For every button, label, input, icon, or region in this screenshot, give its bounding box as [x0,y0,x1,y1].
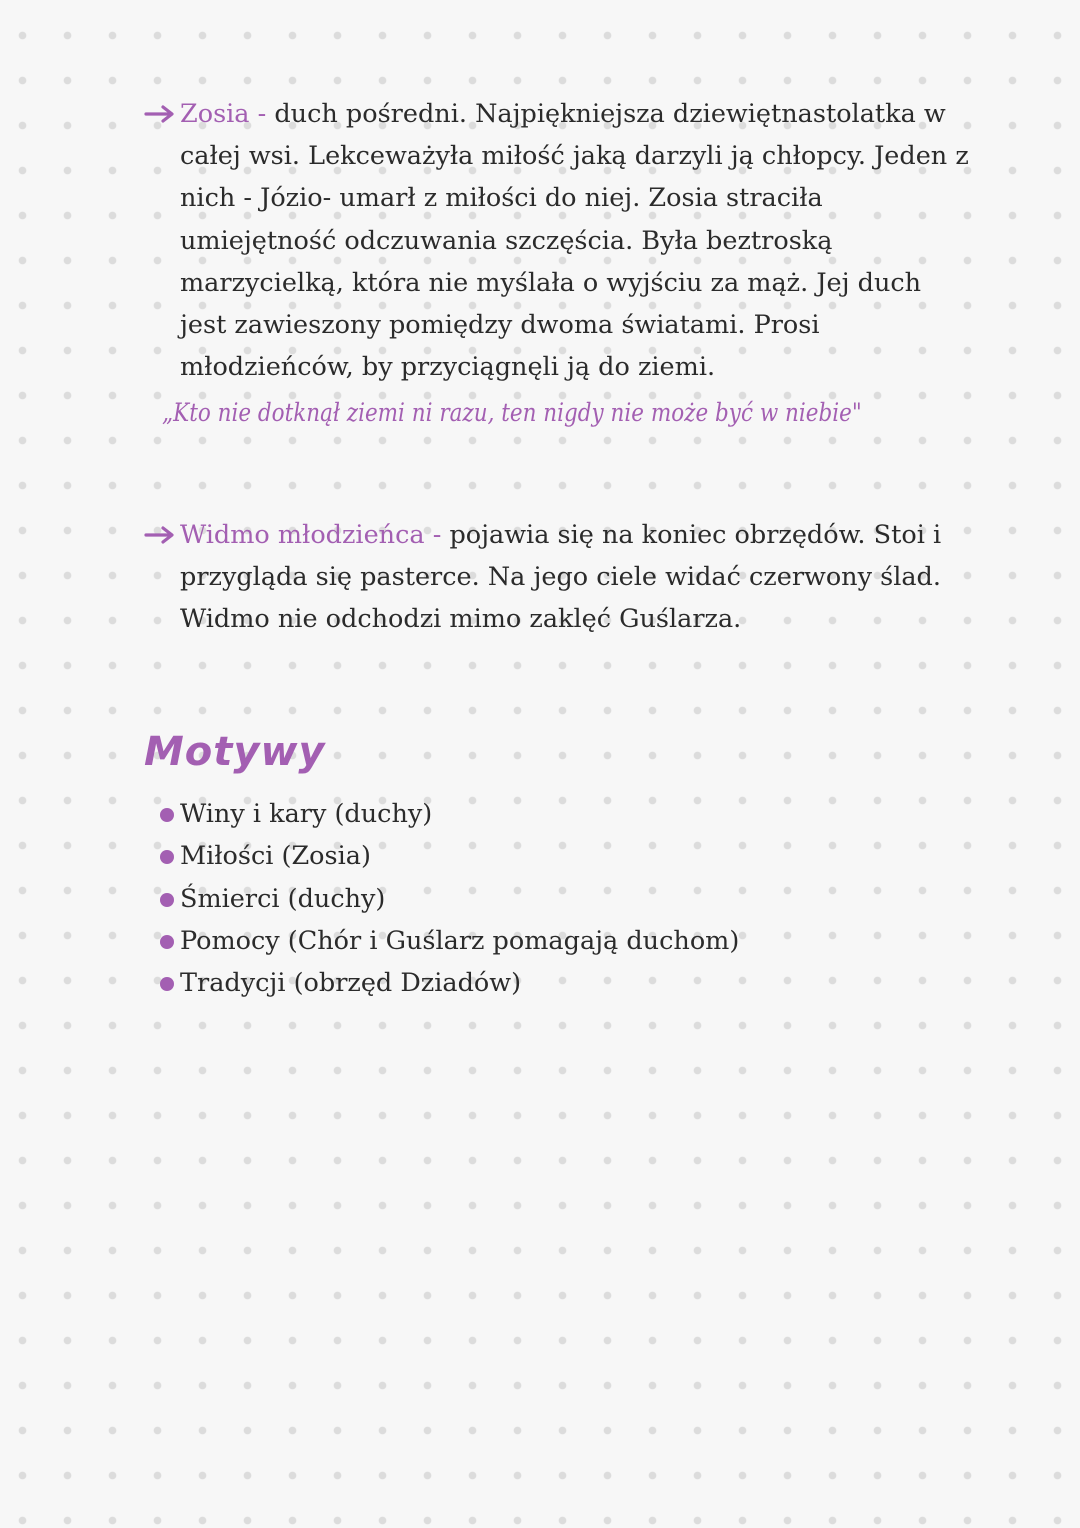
bullet-dot-icon [160,850,174,864]
list-item [158,878,739,920]
entry-name: Zosia - [180,99,267,129]
list-item [158,835,739,877]
arrow-right-icon [144,526,176,544]
list-item-label: Śmierci (duchy) [180,883,386,914]
entry-description: pojawia się na koniec obrzędów. Stoi i przygląda się pasterce. Na jego ciele widać czerwony ślad. Widmo nie odchodzi mimo zaklęć Guślarza. [180,520,942,635]
entry-zosia [144,93,974,388]
arrow-right-icon [144,105,176,123]
entry-paragraph [144,514,974,641]
entry-paragraph [144,93,974,388]
list-item-label: Tradycji (obrzęd Dziadów) [180,968,522,999]
quote: „Kto nie dotknął ziemi ni razu, ten nigdy nie może być w niebie" [162,398,862,427]
entry-name: Widmo młodzieńca - [180,520,442,550]
list-item-label: Miłości (Zosia) [180,841,371,872]
list-item [158,920,739,962]
bullet-dot-icon [160,977,174,991]
motif-list [158,793,739,1004]
entry-widmo-mlodzienca [144,514,974,641]
entry-description: duch pośredni. Najpiękniejsza dziewiętnastolatka w całej wsi. Lekceważyła miłość jaką darzyli ją chłopcy. Jeden z nich - Józio- umarł z miłości do niej. Zosia straciła umiejętność odczuwania szczęścia. Była beztroską marzycielką, która nie myślała o wyjściu za mąż. Jej duch jest zawieszony pomiędzy dwoma światami. Prosi młodzieńców, by przyciągnęli ją do ziemi. [180,99,969,383]
list-item-label: Pomocy (Chór i Guślarz pomagają duchom) [180,925,740,956]
list-item [158,793,739,835]
list-item [158,962,739,1004]
bullet-dot-icon [160,893,174,907]
bullet-dot-icon [160,935,174,949]
list-item-label: Winy i kary (duchy) [180,799,433,829]
section-heading-motywy: Motywy [144,729,326,775]
bullet-dot-icon [160,808,174,822]
